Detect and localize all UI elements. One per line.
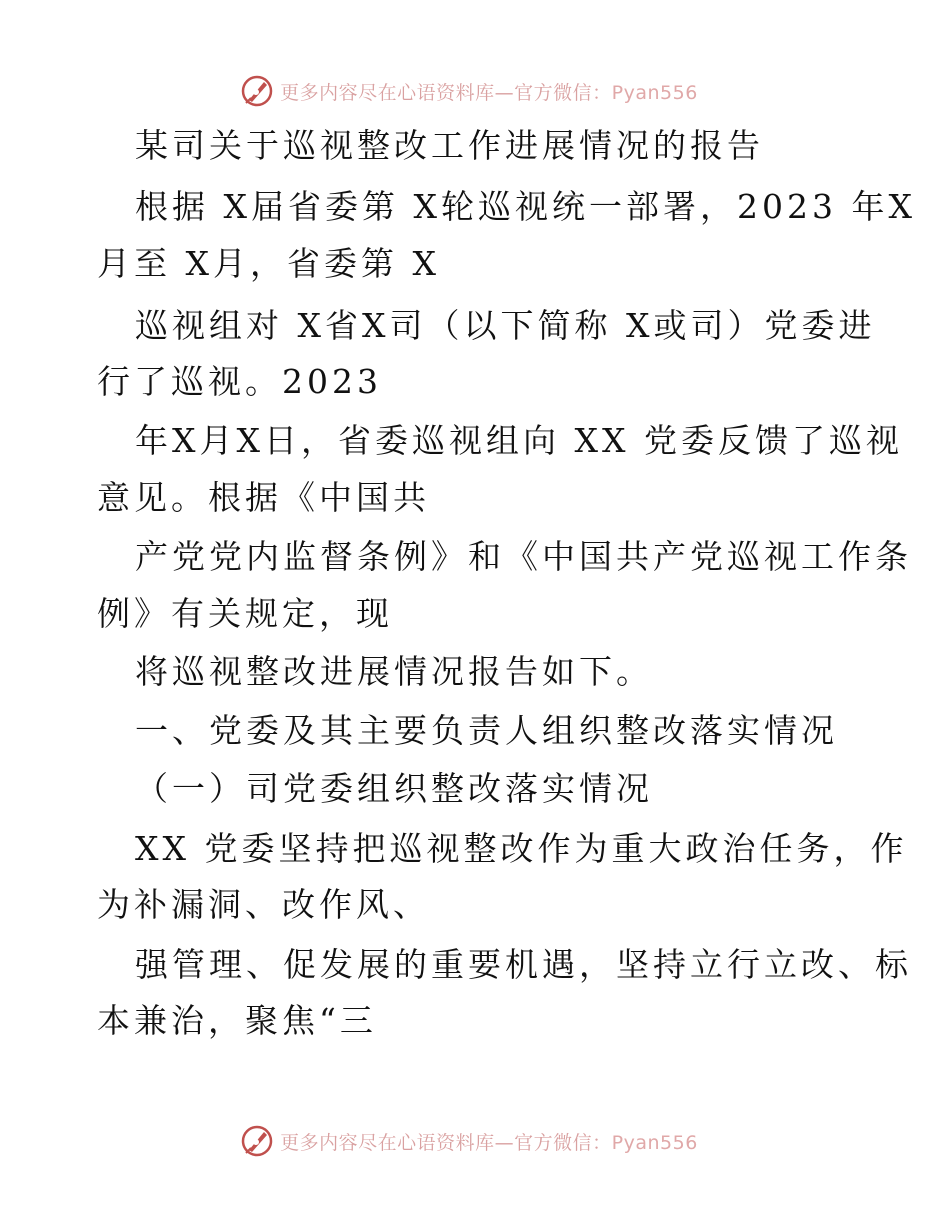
document-title: 某司关于巡视整改工作进展情况的报告 xyxy=(135,126,764,165)
quill-logo-icon xyxy=(240,74,274,108)
watermark-text: 更多内容尽在心语资料库—官方微信：Pyan556 xyxy=(280,81,698,104)
quill-logo-icon xyxy=(240,1124,274,1158)
paragraph-line: 例》有关规定，现 xyxy=(97,594,393,633)
paragraph-line: 根据 X届省委第 X轮巡视统一部署，2023 年X xyxy=(135,187,916,226)
paragraph-line: XX 党委坚持把巡视整改作为重大政治任务，作 xyxy=(135,829,908,868)
paragraph-line: 本兼治，聚焦“三 xyxy=(97,1001,377,1040)
paragraph-line: 行了巡视。2023 xyxy=(97,362,382,401)
paragraph-line: 年X月X日，省委巡视组向 XX 党委反馈了巡视 xyxy=(135,421,903,460)
subsection-heading: （一）司党委组织整改落实情况 xyxy=(135,769,653,808)
section-heading: 一、党委及其主要负责人组织整改落实情况 xyxy=(135,711,838,750)
paragraph-line: 意见。根据《中国共 xyxy=(97,478,430,517)
footer-watermark xyxy=(0,1121,950,1161)
paragraph-line: 月至 X月，省委第 X xyxy=(97,244,440,283)
paragraph-line: 将巡视整改进展情况报告如下。 xyxy=(135,652,653,691)
paragraph-line: 巡视组对 X省X司（以下简称 X或司）党委进 xyxy=(135,306,876,345)
header-watermark xyxy=(0,71,950,111)
paragraph-line: 产党党内监督条例》和《中国共产党巡视工作条 xyxy=(135,537,912,576)
watermark-text: 更多内容尽在心语资料库—官方微信：Pyan556 xyxy=(280,1131,698,1154)
paragraph-line: 为补漏洞、改作风、 xyxy=(97,885,430,924)
paragraph-line: 强管理、促发展的重要机遇，坚持立行立改、标 xyxy=(135,945,912,984)
